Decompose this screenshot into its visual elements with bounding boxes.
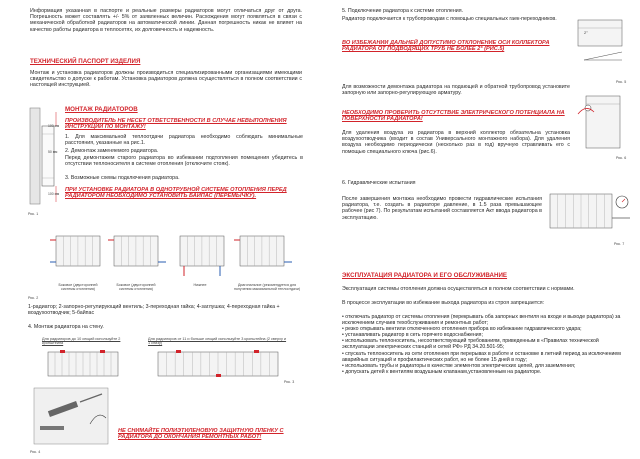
scheme-label-1: Боковое (двусторонней системы отопления) [58,283,98,291]
fig6-caption: Рис. 6 [616,156,627,160]
fig7-pressure-test [546,188,632,240]
hydro-text: После завершения монтажа необходимо провести гидравлические испытания радиатора, т.е. создать в радиаторе давление, в 1.5 раза превышающее рабочее (рис 7). По результатам испытаний составляется Акт ввода радиатора в эксплуатацию. [342,196,542,221]
fig1-dim-bottom: 100 мм [48,192,60,196]
step-5-text: Радиатор подключается к трубопроводам с помощью специальных гаек-переходников. [342,16,557,22]
list-item: • устанавливать радиатор в сеть горячего водоснабжения; [342,332,483,339]
fig6-air-vent [574,88,630,154]
prohibitions-list [342,314,624,375]
film-warning: НЕ СНИМАЙТЕ ПОЛИЭТИЛЕНОВУЮ ЗАЩИТНУЮ ПЛЕНКУ С РАДИАТОРА ДО ОКОНЧАНИЯ РЕМОНТНЫХ РАБОТ! [118,428,284,441]
intro-text: Информация указанная в паспорте и реальные размеры радиаторов могут отличаться друг от друга. Погрешность может составлять +/- 5% от заявленных величин. Расхождения могут появляться в связи с механической обработкой радиаторов на автоматической линии. Данная погрешность никак не влияет на качество работы радиатора в теплосетях, их долговечность и надежность. [30,8,302,33]
list-item: • допускать детей к вентилям воздушным клапанам,установленным на радиаторе. [342,368,542,375]
fig7-caption: Рис. 7 [614,242,625,246]
scheme-diagram [180,236,224,276]
fig2-connection-schemes [28,230,304,280]
mount-step-4: 4. Монтаж радиатора на стену. [28,324,104,330]
mount-11-note: Для радиаторов от 11 и больше секций используйте 3 кронштейна (2 сверху и 1 снизу) [148,337,287,345]
fig1-dim-top: 100 мм [48,124,60,128]
seal-warning: ВО ИЗБЕЖАНИИ ДАЛЬНЕЙ ДОПУСТИМО ОТКЛОНЕНИЕ ОСИ КОЛЛЕКТОРА РАДИАТОРА ОТ ПОДВОДЯЩИХ ТРУБ НЕ БОЛЕЕ 2° (РИС.5) [342,40,550,53]
fig2-caption: Рис. 2 [28,296,39,300]
fig4-wall-mounting [30,384,112,448]
list-item: • использовать трубы и радиаторы в качестве элементов электрических цепей, для заземления; [342,362,576,369]
scheme-diagram [108,236,166,266]
dismount-text: Для возможности демонтажа радиатора на подающей и обратной трубопровод установите запорную или запорно-регулирующую арматуру. [342,84,570,97]
list-item: • спускать теплоноситель из сети отопления при перерывах в работе и остановке в летний период за исключением аварийных ситуаций и профилактических работ, но не более 15 дней в году; [342,350,621,363]
scheme-diagram [50,236,100,266]
bypass-warning: ПРИ УСТАНОВКЕ РАДИАТОРА В ОДНОТРУБНОЙ СИСТЕМЕ ОТОПЛЕНИЯ ПЕРЕД РАДИАТОРОМ НЕОБХОДИМО УСТАНОВИТЬ БАЙПАС (ПЕРЕМЫЧКУ). [65,187,287,200]
scheme-label-4: Диагональное (рекомендуется для получения максимальной теплоотдачи) [233,283,301,291]
passport-heading: ТЕХНИЧЕСКИЙ ПАСПОРТ ИЗДЕЛИЯ [30,58,141,65]
fig3-caption: Рис. 3 [284,380,295,384]
fig5-axis-deviation [574,10,630,76]
scheme-diagram [234,236,292,266]
mount-10-note: Для радиаторов до 10 секций используйте 2 кронштейна [42,337,121,345]
mount-heading: МОНТАЖ РАДИАТОРОВ [65,106,138,113]
mount-step-2-note: Перед демонтажем старого радиатора во избежании подтопления помещения убедитесь в отсутствии теплоносителя в системе отопления (отключите стояк). [65,155,303,168]
exploit-text-2: В процессе эксплуатации во избежание выхода радиатора из строя запрещается: [342,300,545,306]
air-warning: НЕОБХОДИМО ПРОВЕРИТЬ ОТСУТСТВИЕ ЭЛЕКТРИЧЕСКОГО ПОТЕНЦИАЛА НА ПОВЕРХНОСТИ РАДИАТОРА! [342,110,565,123]
scheme-label-2: Боковое (двусторонней системы отопления) [116,283,156,291]
exploit-text: Эксплуатация системы отопления должна осуществляться в полном соответствии с нормами. [342,286,575,292]
fig1-dim-mid: 50 мм [48,150,58,154]
fig1-caption: Рис. 1 [28,212,39,216]
fig5-caption: Рис. 5 [616,80,627,84]
step-5: 5. Подключение радиатора к системе отопления. [342,8,464,14]
scheme-label-3: Нижнее [193,283,207,287]
fig4-caption: Рис. 4 [30,450,41,454]
list-item: • использовать теплоноситель, несоответствующий требованиям, приведенным в «Правилах технической эксплуатации электрических станций и сетей РФ» РД 34.20.501-95; [342,338,599,351]
step-6: 6. Гидравлические испытания [342,180,416,186]
list-item: • отключать радиатор от системы отопления (перекрывать оба запорных вентиля на входе и выходе радиатора) за исключением случаев техобслуживания и ремонтных работ; [342,314,621,327]
exploit-heading: ЭКСПЛУАТАЦИЯ РАДИАТОРА И ЕГО ОБСЛУЖИВАНИЕ [342,272,508,279]
fig5-angle: 2° [584,30,588,35]
mount-step-2: 2. Демонтаж заменяемого радиатора. [65,148,159,154]
passport-text: Монтаж и установка радиаторов должны производиться специализированными организациями имеющими свидетельство о допуске к работам. Установка радиаторов должна осуществляться в полном соответствии с настоящей инструкцией. [30,70,302,89]
mount-step-1: 1. Для максимальной теплоотдачи радиатора необходимо соблюдать минимальные расстояния, указанные на рис.1. [65,134,303,147]
air-text: Для удаления воздуха из радиатора в верхний коллектор обязательна установка воздухоотводчика (входит в состав Универсального монтажного набора). Для удаления воздуха необходимо периодически (несколько раз в год) вручную стравливать его с помощью специального ключа (рис.6). [342,130,570,155]
list-item: • резко открывать вентили отключенного отопления прибора во избежание гидравлического удара; [342,326,582,333]
fig3-bracket-layouts [38,348,298,382]
mount-step-3: 3. Возможные схемы подключения радиатора. [65,175,180,181]
mount-warning: ПРОИЗВОДИТЕЛЬ НЕ НЕСЕТ ОТВЕТСТВЕННОСТИ В СЛУЧАЕ НЕВЫПОЛНЕНИЯ ИНСТРУКЦИИ ПО МОНТАЖУ! [65,118,287,131]
scheme-legend: 1-радиатор; 2-запорно-регулирующий вентиль; 3-переходная гайка; 4-заглушка; 4-переходная гайка + воздухоотводчик; 5-байпас [28,304,280,317]
right-column [320,0,640,459]
